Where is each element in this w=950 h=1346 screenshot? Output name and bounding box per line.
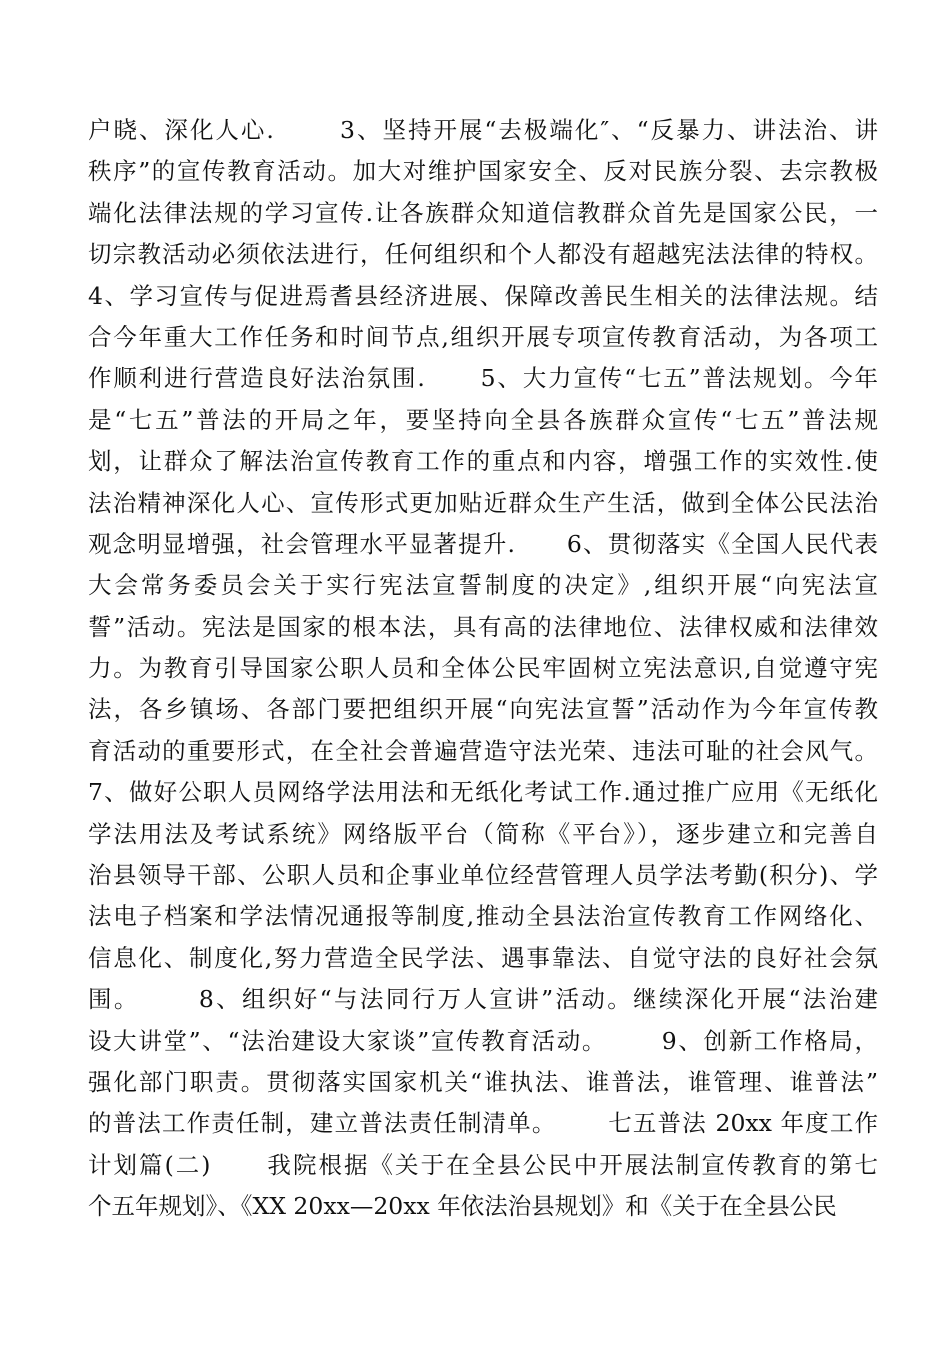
text-line: 法，各乡镇场、各部门要把组织开展“向宪法宣誓”活动作为今年宣传教	[88, 695, 878, 724]
text-line: 法治精神深化人心、宣传形式更加贴近群众生产生活，做到全体公民法治	[88, 488, 878, 517]
text-line: 4、学习宣传与促进焉耆县经济进展、保障改善民生相关的法律法规。结	[88, 281, 878, 310]
text-line: 切宗教活动必须依法进行，任何组织和个人都没有超越宪法法律的特权。	[88, 240, 878, 269]
text-line: 誓”活动。宪法是国家的根本法，具有高的法律地位、法律权威和法律效	[88, 612, 878, 641]
text-line: 治县领导干部、公职人员和企事业单位经营管理人员学法考勤(积分)、学	[88, 861, 878, 890]
text-line: 7、做好公职人员网络学法用法和无纸化考试工作.通过推广应用《无纸化	[88, 778, 878, 807]
text-line: 育活动的重要形式，在全社会普遍营造守法光荣、违法可耻的社会风气。	[88, 736, 878, 765]
text-line: 端化法律法规的学习宣传.让各族群众知道信教群众首先是国家公民，一	[88, 198, 878, 227]
text-line: 法电子档案和学法情况通报等制度,推动全县法治宣传教育工作网络化、	[88, 902, 878, 931]
text-line: 个五年规划》、《XX 20xx—20xx 年依法治县规划》和《关于在全县公民	[88, 1192, 837, 1221]
text-line: 力。为教育引导国家公职人员和全体公民牢固树立宪法意识,自觉遵守宪	[88, 654, 878, 683]
text-line: 计划篇(二) 我院根据《关于在全县公民中开展法制宣传教育的第七	[88, 1150, 878, 1179]
text-line: 秩序”的宣传教育活动。加大对维护国家安全、反对民族分裂、去宗教极	[88, 157, 878, 186]
document-body	[88, 110, 878, 1228]
text-line: 围。 8、组织好“与法同行万人宣讲”活动。继续深化开展“法治建	[88, 985, 878, 1014]
text-line: 信息化、制度化,努力营造全民学法、遇事靠法、自觉守法的良好社会氛	[88, 943, 878, 972]
text-line: 的普法工作责任制，建立普法责任制清单。 七五普法 20xx 年度工作	[88, 1109, 878, 1138]
text-line: 户晓、深化人心. 3、坚持开展“去极端化″、“反暴力、讲法治、讲	[88, 116, 878, 144]
text-line: 合今年重大工作任务和时间节点,组织开展专项宣传教育活动，为各项工	[88, 322, 878, 351]
text-line: 大会常务委员会关于实行宪法宣誓制度的决定》,组织开展“向宪法宣	[88, 571, 878, 600]
text-line: 学法用法及考试系统》网络版平台（简称《平台》），逐步建立和完善自	[88, 819, 878, 848]
text-line: 是“七五”普法的开局之年，要坚持向全县各族群众宣传“七五”普法规	[88, 405, 878, 434]
text-line: 作顺利进行营造良好法治氛围. 5、大力宣传“七五”普法规划。今年	[88, 364, 878, 393]
text-line: 强化部门职责。贯彻落实国家机关“谁执法、谁普法，谁管理、谁普法”	[88, 1067, 878, 1096]
text-line: 观念明显增强，社会管理水平显著提升. 6、贯彻落实《全国人民代表	[88, 529, 878, 558]
text-line: 设大讲堂”、“法治建设大家谈”宣传教育活动。 9、创新工作格局，	[88, 1026, 878, 1055]
text-line: 划，让群众了解法治宣传教育工作的重点和内容，增强工作的实效性.使	[88, 447, 878, 476]
